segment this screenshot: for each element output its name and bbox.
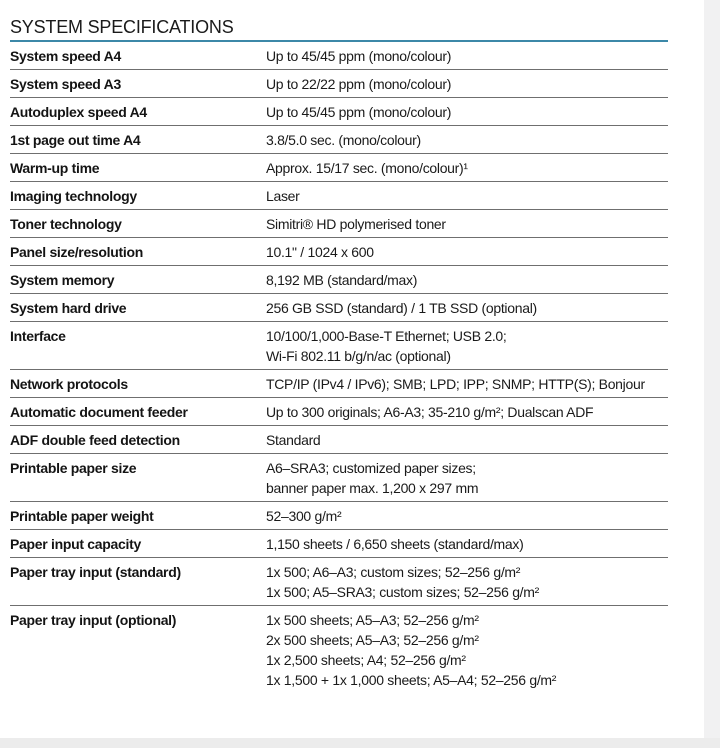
table-row — [10, 502, 668, 530]
spec-label: Paper input capacity — [10, 536, 141, 552]
spec-value-line: 1,150 sheets / 6,650 sheets (standard/max) — [266, 536, 524, 552]
spec-value — [266, 506, 668, 526]
spec-value-line: 3.8/5.0 sec. (mono/colour) — [266, 132, 421, 148]
spec-value-line: 256 GB SSD (standard) / 1 TB SSD (optional) — [266, 300, 537, 316]
spec-label: Automatic document feeder — [10, 404, 188, 420]
table-row — [10, 210, 668, 238]
table-row — [10, 154, 668, 182]
spec-value — [266, 610, 668, 690]
spec-value-line: Laser — [266, 188, 300, 204]
spec-value — [266, 242, 668, 262]
spec-value-line: Up to 45/45 ppm (mono/colour) — [266, 104, 452, 120]
spec-label: Interface — [10, 328, 66, 344]
spec-value — [266, 158, 668, 178]
spec-value-line: A6–SRA3; customized paper sizes; — [266, 460, 476, 476]
table-row — [10, 558, 668, 606]
page-title: SYSTEM SPECIFICATIONS — [10, 17, 234, 37]
spec-value — [266, 46, 668, 66]
spec-label: Paper tray input (standard) — [10, 564, 181, 580]
spec-label: System memory — [10, 272, 115, 288]
spec-value-line: Simitri® HD polymerised toner — [266, 216, 446, 232]
spec-value — [266, 402, 668, 422]
spec-value — [266, 430, 668, 450]
table-row — [10, 42, 668, 70]
spec-value — [266, 458, 668, 498]
table-row — [10, 98, 668, 126]
spec-value-line: 1x 1,500 + 1x 1,000 sheets; A5–A4; 52–256 g/m² — [266, 672, 557, 688]
spec-label: Printable paper size — [10, 460, 137, 476]
spec-label: 1st page out time A4 — [10, 132, 141, 148]
spec-value-line: Approx. 15/17 sec. (mono/colour)¹ — [266, 160, 468, 176]
spec-label: ADF double feed detection — [10, 432, 180, 448]
spec-value — [266, 130, 668, 150]
spec-label: Imaging technology — [10, 188, 137, 204]
spec-label: Panel size/resolution — [10, 244, 143, 260]
spec-value — [266, 214, 668, 234]
spec-label: Autoduplex speed A4 — [10, 104, 147, 120]
spec-value-line: TCP/IP (IPv4 / IPv6); SMB; LPD; IPP; SNMP; HTTP(S); Bonjour — [266, 376, 645, 392]
spec-value-line: 1x 2,500 sheets; A4; 52–256 g/m² — [266, 652, 466, 668]
table-row — [10, 294, 668, 322]
scrollbar-track[interactable] — [704, 0, 720, 748]
spec-value-line: banner paper max. 1,200 x 297 mm — [266, 480, 479, 496]
spec-value — [266, 562, 668, 602]
spec-value — [266, 102, 668, 122]
spec-value-line: 1x 500; A6–A3; custom sizes; 52–256 g/m² — [266, 564, 521, 580]
spec-value — [266, 298, 668, 318]
spec-value-line: 8,192 MB (standard/max) — [266, 272, 418, 288]
spec-label: System speed A4 — [10, 48, 121, 64]
spec-value — [266, 270, 668, 290]
table-row — [10, 426, 668, 454]
spec-label: Toner technology — [10, 216, 122, 232]
spec-table — [10, 42, 668, 693]
spec-value-line: 52–300 g/m² — [266, 508, 342, 524]
spec-label: System speed A3 — [10, 76, 121, 92]
spec-label: Warm-up time — [10, 160, 100, 176]
spec-value — [266, 74, 668, 94]
spec-value-line: Up to 22/22 ppm (mono/colour) — [266, 76, 452, 92]
spec-label: Network protocols — [10, 376, 128, 392]
table-row — [10, 182, 668, 210]
table-row — [10, 606, 668, 693]
spec-value — [266, 186, 668, 206]
spec-label: Paper tray input (optional) — [10, 612, 177, 628]
bottom-edge — [0, 738, 720, 748]
table-row — [10, 70, 668, 98]
spec-value-line: 1x 500; A5–SRA3; custom sizes; 52–256 g/m² — [266, 584, 539, 600]
spec-value — [266, 534, 668, 554]
table-row — [10, 322, 668, 370]
table-row — [10, 266, 668, 294]
spec-label: Printable paper weight — [10, 508, 154, 524]
spec-label: System hard drive — [10, 300, 127, 316]
spec-value-line: Up to 300 originals; A6-A3; 35-210 g/m²; Dualscan ADF — [266, 404, 594, 420]
spec-value-line: Standard — [266, 432, 321, 448]
spec-value-line: 1x 500 sheets; A5–A3; 52–256 g/m² — [266, 612, 479, 628]
spec-value-line: Wi-Fi 802.11 b/g/n/ac (optional) — [266, 348, 451, 364]
spec-value-line: 10/100/1,000-Base-T Ethernet; USB 2.0; — [266, 328, 507, 344]
spec-value-line: Up to 45/45 ppm (mono/colour) — [266, 48, 452, 64]
spec-value-line: 10.1" / 1024 x 600 — [266, 244, 374, 260]
spec-value-line: 2x 500 sheets; A5–A3; 52–256 g/m² — [266, 632, 479, 648]
table-row — [10, 370, 668, 398]
spec-value — [266, 326, 668, 366]
table-row — [10, 238, 668, 266]
table-row — [10, 530, 668, 558]
table-row — [10, 398, 668, 426]
table-row — [10, 454, 668, 502]
table-row — [10, 126, 668, 154]
spec-value — [266, 374, 668, 394]
